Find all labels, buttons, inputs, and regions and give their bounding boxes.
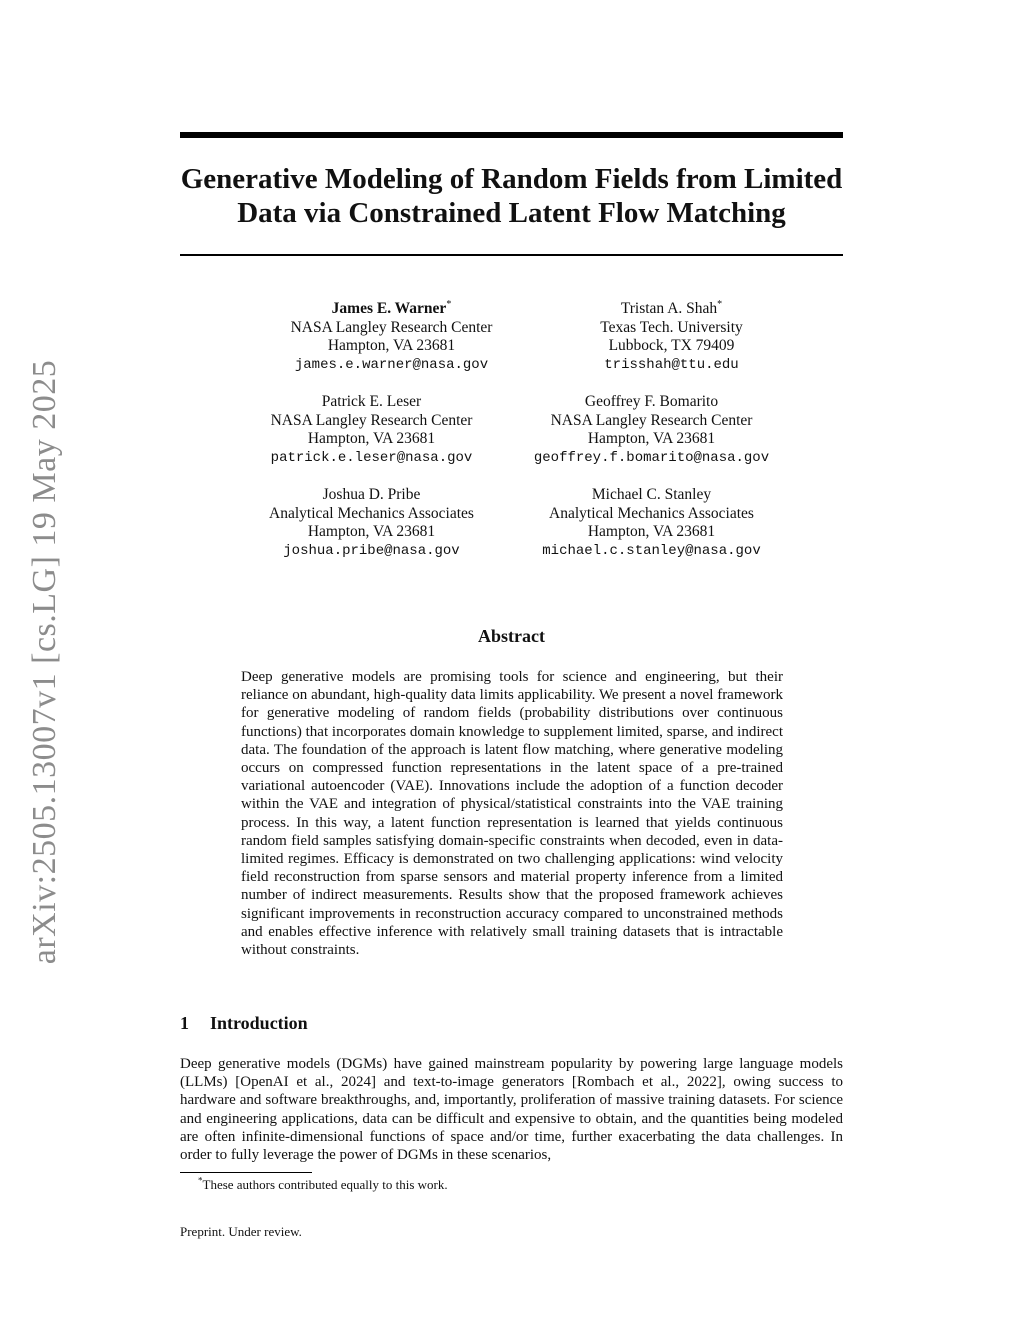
author-affiliation: Analytical Mechanics Associates — [269, 504, 474, 522]
author-email[interactable]: patrick.e.leser@nasa.gov — [270, 449, 473, 466]
author-location: Hampton, VA 23681 — [307, 430, 436, 447]
abstract-text: Deep generative models are promising tools for science and engineering, but their reliance on abundant, high-quality data limits applicability. We present a novel framework for generative modeling of random fields (probability distributions over continuous functions) that incorporates domain knowledge to supplement limited, sparse, and indirect data. The foundation of the approach is latent flow matching, where generative modeling occurs on compressed function representations in the latent space of a pre-trained variational autoencoder (VAE). Innovations include the adoption of a function decoder within the VAE and integration of physical/statistical constraints into the VAE training process. In this way, a latent function representation is learned that yields continuous random field samples satisfying domain-specific constraints when decoded, even in data-limited regimes. Efficacy is demonstrated on two challenging applications: wind velocity field reconstruction from sparse sensors and material property inference from a limited number of indirect measurements. Results show that the proposed framework achieves significant improvements in reconstruction accuracy compared to unconstrained methods and enables effective inference with relatively small training datasets that is intractable without constraints. — [241, 669, 783, 959]
author-name: Patrick E. Leser — [321, 393, 422, 410]
author-affiliation: Analytical Mechanics Associates — [549, 504, 754, 522]
footnote-text: These authors contributed equally to this work. — [202, 1177, 448, 1192]
introduction-text: Deep generative models (DGMs) have gained mainstream popularity by powering large language models (LLMs) [OpenAI et al., 2024] and text-to-image generators [Rombach et al., 2022], owing success to hardware and software breakthroughs, and, importantly, proliferation of massive training datasets. For science and engineering applications, data can be difficult and expensive to obtain, and the quantities being modeled are often infinite-dimensional functions of space and/or time, further exacerbating the data challenges. In order to fully leverage the power of DGMs in these scenarios, — [180, 1056, 843, 1164]
abstract-heading: Abstract — [478, 626, 545, 646]
author-card — [512, 486, 792, 560]
author-row — [180, 300, 843, 374]
author-card — [232, 300, 552, 374]
author-name: Michael C. Stanley — [591, 486, 712, 503]
author-email[interactable]: james.e.warner@nasa.gov — [294, 356, 489, 373]
author-email[interactable]: joshua.pribe@nasa.gov — [283, 542, 460, 559]
arxiv-identifier-stamp: arXiv:2505.13007v1 [cs.LG] 19 May 2025 — [26, 359, 63, 965]
title-line-1: Generative Modeling of Random Fields from Limited — [180, 163, 843, 195]
section-number: 1 — [180, 1013, 189, 1033]
preprint-note: Preprint. Under review. — [180, 1224, 302, 1239]
author-name: James E. Warner — [331, 300, 447, 317]
author-location: Hampton, VA 23681 — [587, 523, 716, 540]
author-card — [512, 393, 792, 467]
author-row — [180, 393, 843, 467]
title-top-rule — [180, 132, 843, 138]
paper-title — [180, 162, 843, 230]
section-heading — [180, 1013, 308, 1034]
title-bottom-rule — [180, 254, 843, 256]
author-name: Tristan A. Shah — [620, 300, 718, 317]
author-email[interactable]: michael.c.stanley@nasa.gov — [542, 542, 761, 559]
author-location: Lubbock, TX 79409 — [608, 337, 735, 354]
author-affiliation: NASA Langley Research Center — [270, 411, 473, 429]
title-line-2: Data via Constrained Latent Flow Matching — [237, 197, 786, 229]
author-block — [180, 300, 843, 579]
author-affiliation: NASA Langley Research Center — [290, 318, 493, 336]
author-card — [552, 300, 792, 374]
section-title: Introduction — [210, 1013, 308, 1033]
author-location: Hampton, VA 23681 — [327, 337, 456, 354]
author-location: Hampton, VA 23681 — [587, 430, 716, 447]
equal-contribution-mark: * — [717, 298, 723, 310]
author-email[interactable]: trisshah@ttu.edu — [604, 356, 739, 373]
footnote-rule — [180, 1172, 312, 1173]
author-name: Geoffrey F. Bomarito — [584, 393, 719, 410]
footnote-mark: * — [198, 1175, 203, 1186]
author-name: Joshua D. Pribe — [322, 486, 421, 503]
author-affiliation: NASA Langley Research Center — [550, 411, 753, 429]
author-affiliation: Texas Tech. University — [600, 318, 743, 336]
author-row — [180, 486, 843, 560]
author-card — [232, 393, 512, 467]
author-email[interactable]: geoffrey.f.bomarito@nasa.gov — [533, 449, 770, 466]
equal-contribution-mark: * — [446, 298, 452, 310]
footnote — [198, 1177, 448, 1193]
author-location: Hampton, VA 23681 — [307, 523, 436, 540]
author-card — [232, 486, 512, 560]
